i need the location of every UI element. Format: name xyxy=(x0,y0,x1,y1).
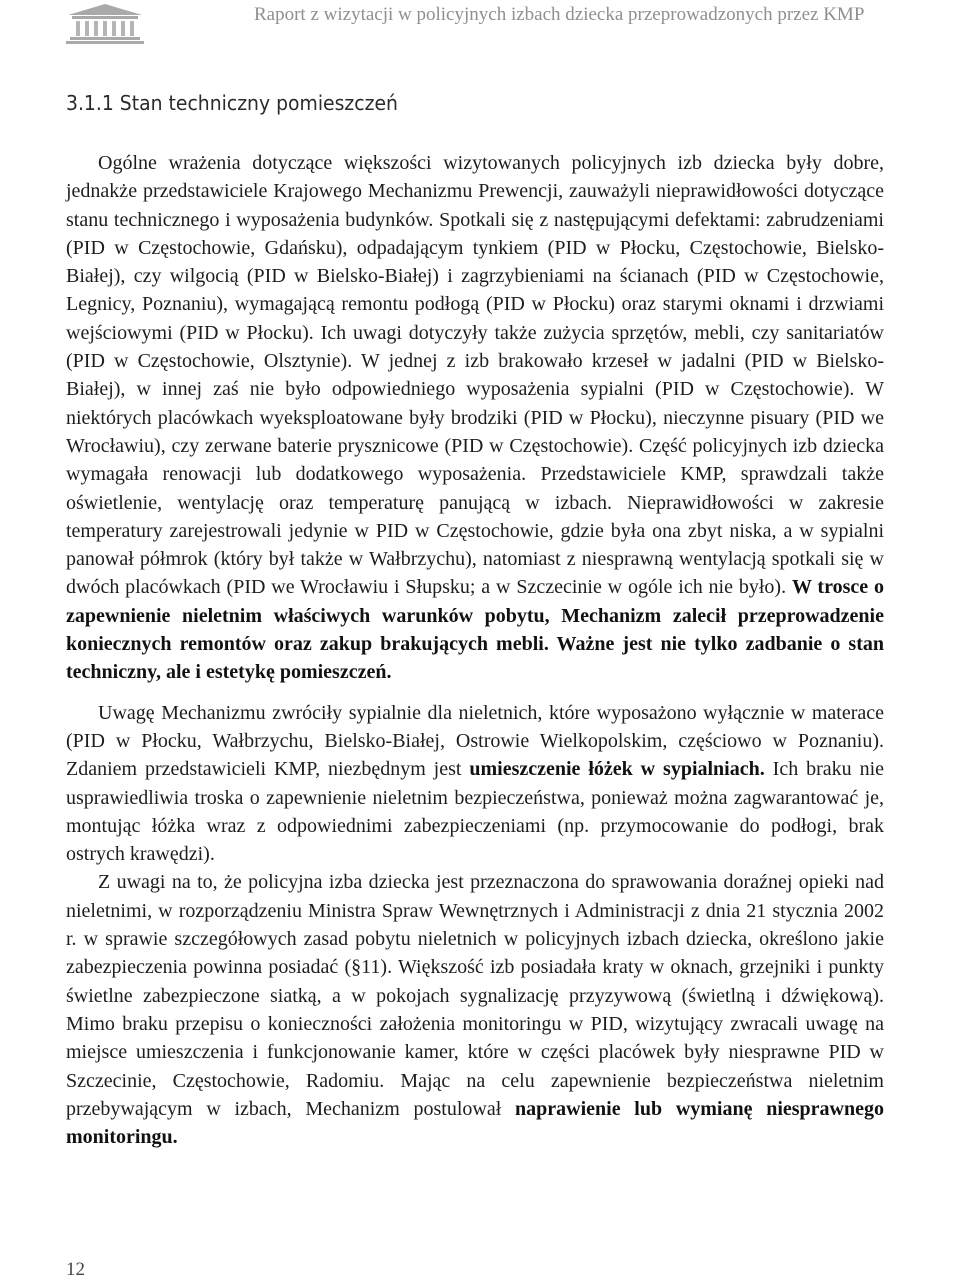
recommendation-bold: W trosce o zapewnienie nieletnim właściwych warunków pobytu, Mechanizm zalecił przeprowadzenie koniecznych remontów oraz zakup brakujących mebli. Ważne jest nie tylko zadbanie o stan techniczny, ale i estetykę pomieszczeń. xyxy=(66,576,885,684)
paragraph-intro: Ogólne wrażenia dotyczące większości wizytowanych policyjnych izb dziecka były dobre, jednakże przedstawiciele Krajowego Mechanizmu Prewencji, zauważyli nieprawidłowości dotyczące stanu technicznego i wyposażenia budynków. xyxy=(66,152,884,231)
building-logo-icon xyxy=(64,2,146,46)
paragraph-text: Z uwagi na to, że policyjna izba dziecka jest przeznaczona do sprawowania doraźnej opieki nad nieletnimi, w rozporządzeniu Ministra Spraw Wewnętrznych i Administracji z dnia 21 stycznia 2002 r. w sprawie szczegółowych zasad pobytu nieletnich w policyjnych izbach dziecka, określono jakie zabezpieczenia powinna posiadać (§11). Większość izb posiadała kraty w oknach, grzejniki i punkty świetlne zabezpieczone siatką, a w pokojach sygnalizację przyzywową (świetlną i dźwiękową). Mimo braku przepisu o konieczności założenia monitoringu w PID, wizytujący zwracali uwagę na miejsce umieszczenia i funkcjonowanie kamer, które w części placówek były niesprawne PID w Szczecinie, Częstochowie, Radomiu. Mając na celu zapewnienie bezpieczeństwa nieletnim przebywającym w izbach, Mechanizm postulował xyxy=(66,871,884,1120)
running-header-title: Raport z wizytacji w policyjnych izbach dziecka przeprowadzonych przez KMP xyxy=(254,4,865,25)
page-number: 12 xyxy=(66,1259,85,1280)
paragraph xyxy=(66,699,884,869)
recommendation-bold: umieszczenie łóżek w sypialniach. xyxy=(469,758,765,781)
paragraph-text: Ich braku nie usprawiedliwia troska o zapewnienie nieletnim bezpieczeństwa, ponieważ można zagwarantować je, montując łóżka wraz z odpowiednimi zabezpieczeniami (np. przymocowanie do podłogi, brak ostrych krawędzi). xyxy=(66,758,884,866)
body-text xyxy=(66,149,884,1151)
page-header xyxy=(62,0,960,50)
paragraph-text: Spotkali się z następującymi defektami: zabrudzeniami (PID w Częstochowie, Gdańsku), odpadającym tynkiem (PID w Płocku, Częstochowie, Bielsko-Białej), czy wilgocią (PID w Bielsko-Białej) i zagrzybieniami na ścianach (PID w Częstochowie, Legnicy, Poznaniu), wymagającą remontu podłogą (PID w Płocku) oraz starymi oknami i drzwiami wejściowymi (PID w Płocku). Ich uwagi dotyczyły także zużycia sprzętów, mebli, czy sanitariatów (PID w Częstochowie, Olsztynie). W jednej z izb brakowało krzeseł w jadalni (PID w Bielsko-Białej), w innej zaś nie było odpowiedniego wyposażenia sypialni (PID w Częstochowie). W niektórych placówkach wyeksploatowane były brodziki (PID w Płocku), nieczynne pisuary (PID we Wrocławiu), czy zerwane baterie prysznicowe (PID w Częstochowie). Część policyjnych izb dziecka wymagała renowacji lub dodatkowego wyposażenia. Przedstawiciele KMP, sprawdzali także oświetlenie, wentylację oraz temperaturę panującą w izbach. Nieprawidłowości w zakresie temperatury zarejestrowali jedynie w PID w Częstochowie, gdzie była ona zbyt niska, a w sypialni panował półmrok (który był także w Wałbrzychu), natomiast z niesprawną wentylacją spotkali się w dwóch placówkach (PID we Wrocławiu i Słupsku; a w Szczecinie w ogóle ich nie było). xyxy=(66,208,884,599)
paragraph xyxy=(66,149,884,687)
paragraph-text: Uwagę Mechanizmu zwróciły sypialnie dla nieletnich, które wyposażono wyłącznie w materace (PID w Płocku, Wałbrzychu, Bielsko-Białej, Ostrowie Wielkopolskim, częściowo w Poznaniu). Zdaniem przedstawicieli KMP, niezbędnym jest xyxy=(66,701,884,781)
section-heading: 3.1.1 Stan techniczny pomieszczeń xyxy=(66,91,398,115)
recommendation-bold: naprawienie lub wymianę niesprawnego monitoringu. xyxy=(66,1097,884,1149)
paragraph xyxy=(66,868,884,1151)
